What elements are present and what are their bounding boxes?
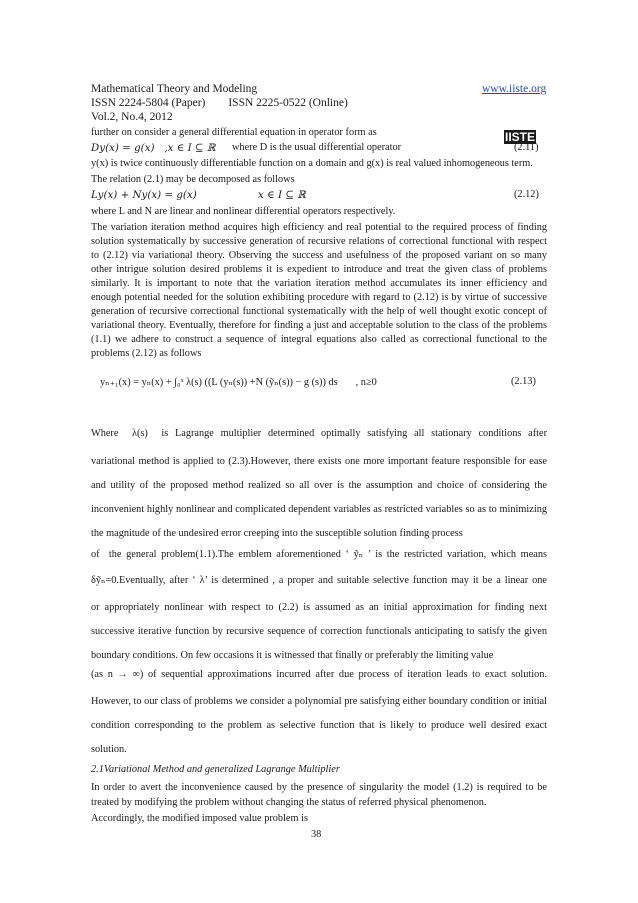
paragraph-modified-problem: Accordingly, the modified imposed value problem is (91, 813, 308, 824)
volume-line: Vol.2, No.4, 2012 (91, 111, 173, 123)
page-number: 38 (311, 829, 322, 840)
equation-2-12-domain: x ∈ I ⊆ ℝ (258, 189, 306, 201)
paragraph-approximation: or appropriately nonlinear with respect to (2.2) is assumed as an initial approximation for finding next successive iterative function by recursive sequence of correction functionals anticipating to satisfy the given boundary conditions. On few occasions it is witnessed that finally or preferably the limiting value (91, 602, 547, 661)
journal-title: Mathematical Theory and Modeling (91, 83, 258, 95)
section-heading: 2.1Variational Method and generalized Lagrange Multiplier (91, 764, 340, 775)
equation-2-11-number: (2.11) (514, 142, 539, 153)
paragraph-vim-description: The variation iteration method acquires high efficiency and real potential to the required process of finding solution systematically by successive generation of recursive relations of correctional functional with respect to (2.12) via variational theory. Observing the success and usefulness of the proposed variant on so many other intrigue solution desired problems it is expedient to introduce and treat the given class of problems similarly. It is important to note that the variation iteration method accumulates its inner efficiency and enough potential needed for the solution exhibiting procedure with regard to (2.12) is by virtue of successive generation of recursive correctional functional systematically with the help of well thought exotic concept of variational theory. Eventually, therefore for finding a just and acceptable solution to the class of the problems (1.1) we adhere to construct a sequence of integral equations also called as correctional functional to the problems (2.12) as follows (91, 222, 547, 359)
paragraph-polynomial: However, to our class of problems we consider a polynomial pre satisfying either boundary condition or initial condition corresponding to the problem as selective function that is likely to produce well desired exact solution. (91, 696, 547, 755)
paragraph-decomposition: The relation (2.1) may be decomposed as follows (91, 174, 295, 185)
paragraph-limit-line: (as n → ∞) of sequential approximations incurred after due process of iteration leads to exact solution. (91, 669, 547, 680)
paragraph-operators: where L and N are linear and nonlinear differential operators respectively. (91, 206, 396, 217)
paragraph-delta-line: δỹₙ=0.Eventually, after ‘ λ’ is determined , a proper and suitable selective function may it be a linear one (91, 575, 547, 586)
journal-website-link[interactable]: www.iiste.org (482, 83, 547, 95)
issn-line: ISSN 2224-5804 (Paper) ISSN 2225-0522 (Online) (91, 97, 348, 109)
equation-2-11-description: where D is the usual differential operator (232, 142, 402, 153)
paragraph-y-definition: y(x) is twice continuously differentiable function on a domain and g(x) is real valued inhomogeneous term. (91, 158, 533, 169)
logo-text: IISTE (505, 130, 536, 144)
equation-2-11: Dy(x) = g(x) ,x ∈ I ⊆ ℝ (91, 142, 216, 154)
paragraph-lagrange-body: variational method is applied to (2.3).However, there exists one more important feature responsible for ease and utility of the proposed method realized so all over is the assumption and choice of considering the inconvenient highly nonlinear and complicated dependent variables as restricted variables so as to minimizing the magnitude of the undesired error creeping into the susceptible solution finding process (91, 456, 547, 539)
paragraph-singularity: In order to avert the inconvenience caused by the presence of singularity the model (1.2) is required to be treated by modifying the problem without changing the status of referred physical phenomenon. (91, 782, 547, 808)
paragraph-restricted-variation: of the general problem(1.1).The emblem aforementioned ‘ ỹₙ ’ is the restricted variation, which means (91, 549, 547, 560)
paragraph-lagrange-line1: Where λ(s) is Lagrange multiplier determined optimally satisfying all stationary conditions after (91, 428, 547, 439)
equation-2-12-number: (2.12) (514, 189, 539, 200)
intro-line: further on consider a general differential equation in operator form as (91, 127, 377, 138)
equation-2-13: yₙ₊₁(x) = yₙ(x) + ∫₀ˣ λ(s) ((L (yₙ(s)) +N (ỹₙ(s)) − g (s)) ds , n≥0 (100, 377, 377, 388)
equation-2-13-number: (2.13) (511, 376, 536, 387)
equation-2-12: Ly(x) + Ny(x) = g(x) (91, 189, 197, 201)
